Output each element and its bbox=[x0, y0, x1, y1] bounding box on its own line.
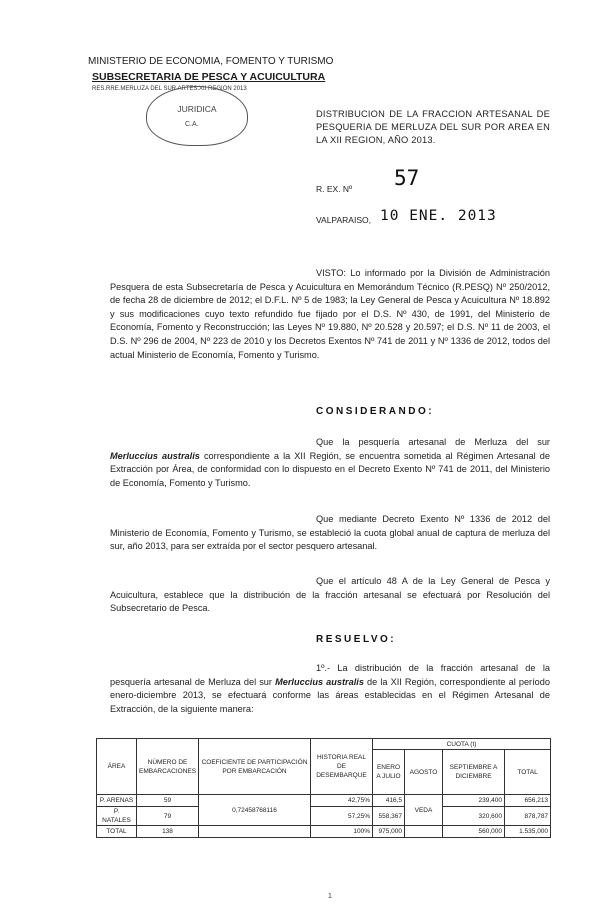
cell-total: 878,787 bbox=[505, 807, 551, 826]
cell-sep-dic: 320,600 bbox=[443, 807, 505, 826]
cell-historia: 57,25% bbox=[311, 807, 373, 826]
resolution-label: R. EX. Nº bbox=[316, 184, 353, 194]
cell-historia: 100% bbox=[311, 826, 373, 838]
considerando-paragraph-3: Que el artículo 48 A de la Ley General de Pesca y Acuicultura, establece que la distribución de la fracción artesanal se efectuará por Resolución del Subsecretario de Pesca. bbox=[110, 576, 550, 614]
considerando-heading: CONSIDERANDO: bbox=[316, 406, 435, 417]
stamp-label: JURIDICA bbox=[177, 104, 217, 114]
header-reference: RES.RRE.MERLUZA DEL SUR ARTES.XII REGION 2013 bbox=[92, 86, 247, 92]
cell-enero-julio: 558,367 bbox=[373, 807, 405, 826]
cell-sep-dic: 239,400 bbox=[443, 795, 505, 807]
header-agosto: AGOSTO bbox=[405, 750, 443, 795]
header-area: ÁREA bbox=[97, 739, 137, 795]
resuelvo-paragraph-1 bbox=[110, 662, 550, 716]
cell-area: TOTAL bbox=[97, 826, 137, 838]
header-embarcaciones: NÚMERO DE EMBARCACIONES bbox=[137, 739, 199, 795]
visto-text: Lo informado por la División de Administración Pesquera de esta Subsecretaría de Pesca y Acuicultura en Memorándum Técnico (R.PESQ) Nº 250/2012, de fecha 28 de diciembre de 2012; el D.F.L. Nº 5 de 1983; la Ley General de Pesca y Acuicultura Nº 18.892 y sus modificaciones cuyo texto refundido fue fijado por el D.S. Nº 430, de 1991, del Ministerio de Economía, Fomento y Reconstrucción; las Leyes Nº 19.880, Nº 20.528 y 20.597; el D.S. Nº 11 de 2003, el D.S. Nº 296 de 2004, Nº 223 de 2010 y los Decretos Exentos Nº 741 de 2011 y Nº 1336 de 2012, todos del actual Ministerio de Economía, Fomento y Turismo. bbox=[110, 268, 550, 360]
resuelvo-p1-start: 1º.- La distribución de la fracción artesanal de la pesquería artesanal de Merluza del sur bbox=[110, 663, 550, 687]
stamp-initials: C.A. bbox=[185, 121, 199, 128]
cell-agosto: VEDA bbox=[405, 795, 443, 826]
date-place: VALPARAISO, bbox=[316, 215, 371, 225]
resuelvo-heading: RESUELVO: bbox=[316, 634, 397, 645]
visto-lead: VISTO: bbox=[316, 268, 346, 278]
header-coeficiente: COEFICIENTE DE PARTICIPACIÓN POR EMBARCACIÓN bbox=[199, 739, 311, 795]
resuelvo-p1-rest: de la XII Región, correspondiente al período enero-diciembre 2013, se efectuará conforme las áreas establecidas en el Régimen Artesanal de Extracción, de la siguiente manera: bbox=[110, 676, 550, 714]
ministry-name: MINISTERIO DE ECONOMIA, FOMENTO Y TURISMO bbox=[88, 56, 334, 67]
cell-area: P. ARENAS bbox=[97, 795, 137, 807]
subsecretaria-name: SUBSECRETARIA DE PESCA Y ACUICULTURA bbox=[92, 71, 326, 83]
page-number: 1 bbox=[328, 893, 332, 900]
considerando-p1-rest: correspondiente a la XII Región, se encuentra sometida al Régimen Artesanal de Extracción por Área, de conformidad con lo dispuesto en el Decreto Exento Nº 741 de 2011, del Ministerio de Economía, Fomento y Turismo. bbox=[110, 450, 550, 488]
cell-enero-julio: 975,000 bbox=[373, 826, 405, 838]
cell-agosto-empty bbox=[405, 826, 443, 838]
cell-embarcaciones: 59 bbox=[137, 795, 199, 807]
cell-historia: 42,75% bbox=[311, 795, 373, 807]
cell-embarcaciones: 138 bbox=[137, 826, 199, 838]
considerando-p1-start: Que la pesquería artesanal de Merluza del sur bbox=[316, 437, 550, 447]
cell-total: 1.535,000 bbox=[505, 826, 551, 838]
visto-paragraph bbox=[110, 267, 550, 362]
species-name: Merluccius australis bbox=[110, 450, 200, 461]
cell-coeficiente-empty bbox=[199, 826, 311, 838]
distribution-table bbox=[96, 738, 551, 838]
resolution-number: 57 bbox=[394, 166, 420, 190]
cell-sep-dic: 560,000 bbox=[443, 826, 505, 838]
legal-stamp bbox=[146, 86, 248, 146]
header-enero-julio: ENERO A JULIO bbox=[373, 750, 405, 795]
header-historia: HISTORIA REAL DE DESEMBARQUE bbox=[311, 739, 373, 795]
header-cuota: CUOTA (t) bbox=[373, 739, 551, 750]
cell-area: P. NATALES bbox=[97, 807, 137, 826]
resolution-date: 10 ENE. 2013 bbox=[380, 208, 497, 224]
header-sep-dic: SEPTIEMBRE A DICIEMBRE bbox=[443, 750, 505, 795]
cell-embarcaciones: 79 bbox=[137, 807, 199, 826]
species-name: Merluccius australis bbox=[275, 676, 364, 687]
table-row bbox=[97, 807, 551, 826]
table-total-row bbox=[97, 826, 551, 838]
document-title: DISTRIBUCION DE LA FRACCION ARTESANAL DE PESQUERIA DE MERLUZA DEL SUR POR AREA EN LA XII REGION, AÑO 2013. bbox=[316, 109, 550, 145]
header-total: TOTAL bbox=[505, 750, 551, 795]
cell-total: 656,213 bbox=[505, 795, 551, 807]
considerando-paragraph-1 bbox=[110, 436, 550, 490]
cell-coeficiente: 0,72458768116 bbox=[199, 795, 311, 826]
cell-enero-julio: 416,5 bbox=[373, 795, 405, 807]
considerando-paragraph-2: Que mediante Decreto Exento Nº 1336 de 2012 del Ministerio de Economía, Fomento y Turismo, se estableció la cuota global anual de captura de merluza del sur, año 2013, para ser extraída por el sector pesquero artesanal. bbox=[110, 514, 550, 552]
table-row bbox=[97, 795, 551, 807]
